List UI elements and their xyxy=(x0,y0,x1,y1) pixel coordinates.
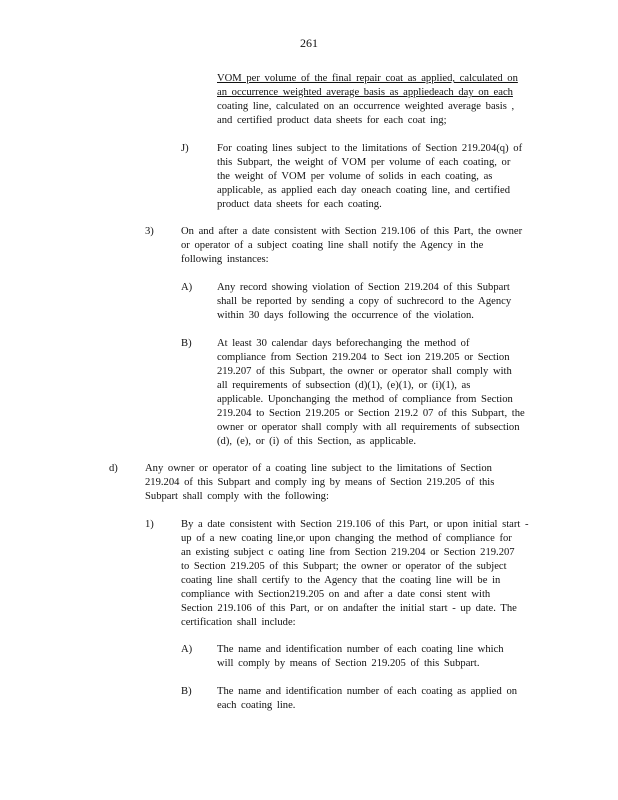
text-line: owner or operator shall comply with all requirements of subsection xyxy=(217,422,520,433)
text-line: 219.207 of this Subpart, the owner or operator shall comply with xyxy=(217,366,512,377)
item-label-d: d) xyxy=(109,463,118,474)
text-line: Any owner or operator of a coating line subject to the limitations of Section xyxy=(145,463,492,474)
text-line: an existing subject c oating line from Section 219.204 or Section 219.207 xyxy=(181,547,515,558)
text-line: coating line shall certify to the Agency that the coating line will be in xyxy=(181,575,501,586)
continuation-paragraph xyxy=(217,72,534,128)
page-number: 261 xyxy=(300,36,318,50)
text-line: all requirements of subsection (d)(1), (e)(1), or (i)(1), as xyxy=(217,380,471,391)
item-label-j: J) xyxy=(181,143,189,154)
text-line: certification shall include: xyxy=(181,617,296,628)
text-line: this Subpart, the weight of VOM per volume of each coating, or xyxy=(217,157,511,168)
text-line: Section 219.106 of this Part, or on andafter the initial start - up date. The xyxy=(181,603,517,614)
text-line: The name and identification number of each coating line which xyxy=(217,644,504,655)
text-line: to Section 219.205 of this Subpart; the owner or operator of the subject xyxy=(181,561,507,572)
item-label-1: 1) xyxy=(145,519,154,530)
text-line: will comply by means of Section 219.205 of this Subpart. xyxy=(217,658,480,669)
text-line: At least 30 calendar days beforechanging the method of xyxy=(217,338,470,349)
text-line: By a date consistent with Section 219.106 of this Part, or upon initial start - xyxy=(181,519,529,530)
text-line: compliance from Section 219.204 to Sect ion 219.205 or Section xyxy=(217,352,510,363)
text-line: within 30 days following the occurrence of the violation. xyxy=(217,310,474,321)
text-line: 219.204 of this Subpart and comply ing by means of Section 219.205 of this xyxy=(145,477,495,488)
paragraph-3 xyxy=(181,225,541,267)
text-line: Subpart shall comply with the following: xyxy=(145,491,329,502)
paragraph-b xyxy=(217,685,535,713)
text-line: product data sheets for each coating. xyxy=(217,199,382,210)
text-line: an occurrence weighted average basis as appliedeach day on each xyxy=(217,87,513,98)
text-line: Any record showing violation of Section 219.204 of this Subpart xyxy=(217,282,510,293)
text-line: coating line, calculated on an occurrence weighted average basis , xyxy=(217,101,515,112)
paragraph-a xyxy=(217,281,527,323)
item-label-a: A) xyxy=(181,282,193,293)
text-line: applicable, as applied each day oneach coating line, and certified xyxy=(217,185,511,196)
text-line: up of a new coating line,or upon changing the method of compliance for xyxy=(181,533,512,544)
paragraph-j xyxy=(217,142,542,212)
text-line: shall be reported by sending a copy of suchrecord to the Agency xyxy=(217,296,512,307)
text-line: VOM per volume of the final repair coat as applied, calculated on xyxy=(217,73,518,84)
text-line: (d), (e), or (i) of this Section, as applicable. xyxy=(217,436,416,447)
text-line: the weight of VOM per volume of solids in each coating, as xyxy=(217,171,493,182)
text-line: each coating line. xyxy=(217,700,296,711)
text-line: following instances: xyxy=(181,254,269,265)
text-line: applicable. Uponchanging the method of compliance from Section xyxy=(217,394,513,405)
text-line: compliance with Section219.205 on and after a date consi stent with xyxy=(181,589,491,600)
item-label-3: 3) xyxy=(145,226,154,237)
paragraph-d xyxy=(145,462,510,504)
text-line: For coating lines subject to the limitations of Section 219.204(q) of xyxy=(217,143,523,154)
paragraph-1 xyxy=(181,518,543,630)
text-line: and certified product data sheets for each coat ing; xyxy=(217,115,447,126)
text-line: 219.204 to Section 219.205 or Section 219.2 07 of this Subpart, the xyxy=(217,408,525,419)
text-line: The name and identification number of each coating as applied on xyxy=(217,686,518,697)
item-label-a: A) xyxy=(181,644,193,655)
item-label-b: B) xyxy=(181,338,192,349)
paragraph-a xyxy=(217,643,522,671)
text-line: or operator of a subject coating line shall notify the Agency in the xyxy=(181,240,484,251)
text-line: On and after a date consistent with Section 219.106 of this Part, the owner xyxy=(181,226,523,237)
paragraph-b xyxy=(217,337,542,449)
item-label-b: B) xyxy=(181,686,192,697)
